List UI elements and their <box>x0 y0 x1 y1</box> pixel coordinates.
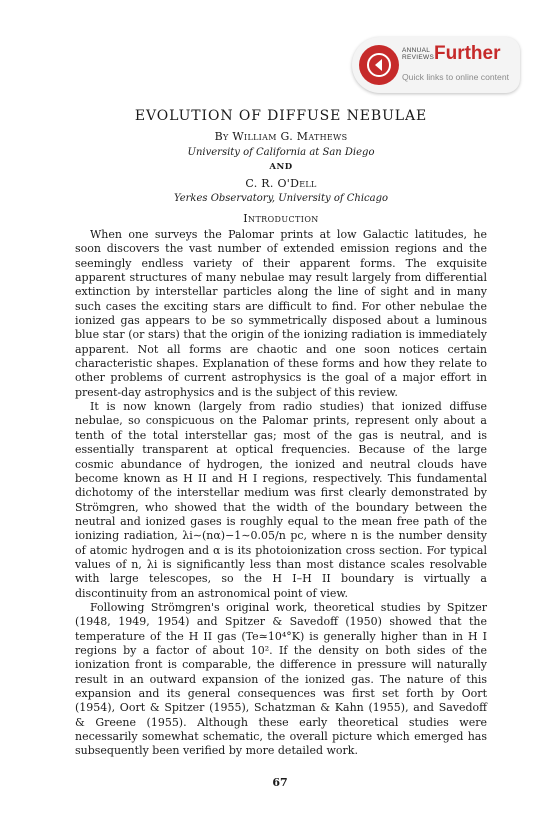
article-title: EVOLUTION OF DIFFUSE NEBULAE <box>134 108 428 124</box>
badge-further-label: Further <box>434 43 501 64</box>
paragraph-3: Following Strömgren's original work, theoretical studies by Spitzer (1948, 1949, 1954) and Spitzer & Savedoff (1950) showed that the temperature of the H II gas (Te≃10⁴°K) is generally higher than in H I regions by a factor of about 10². If the density on both sides of the ionization front is comparable, the difference in pressure will naturally result in an outward expansion of the ionized gas. The nature of this expansion and its general consequences was first set forth by Oort (1954), Oort & Spitzer (1955), Schatzman & Kahn (1955), and Savedoff & Greene (1955). Although these early theoretical studies were necessarily somewhat schematic, the overall picture which emerged has subsequently been verified by more detailed work. <box>75 600 487 758</box>
article-page <box>75 108 487 759</box>
play-icon <box>359 45 399 85</box>
annual-reviews-further-badge[interactable] <box>352 37 520 93</box>
badge-annual-reviews-label: ANNUAL REVIEWS <box>402 47 435 61</box>
affiliation-2: Yerkes Observatory, University of Chicago <box>173 193 389 204</box>
author-1: By William G. Mathews <box>214 130 348 143</box>
page-number: 67 <box>272 776 288 789</box>
paragraph-1: When one surveys the Palomar prints at low Galactic latitudes, he soon discovers the vast number of extended emission regions and the seemingly endless variety of their apparent forms. The exquisite apparent structures of many nebulae may result largely from differential extinction by interstellar particles along the line of sight and in many such cases the exciting stars are difficult to find. For other nebulae the ionized gas appears to be so symmetrically disposed about a luminous blue star (or stars) that the origin of the ionizing radiation is immediately apparent. Not all forms are chaotic and one soon notices certain characteristic shapes. Explanation of these forms and how they relate to other problems of current astrophysics is the goal of a major effort in present-day astrophysics and is the subject of this review. <box>75 228 487 399</box>
section-heading: Introduction <box>243 211 319 225</box>
paragraph-2: It is now known (largely from radio studies) that ionized diffuse nebulae, so conspicuous on the Palomar prints, represent only about a tenth of the total interstellar gas; most of the gas is neutral, and is essentially transparent at optical frequencies. Because of the large cosmic abundance of hydrogen, the ionized and neutral clouds have become known as H II and H I regions, respectively. This fundamental dichotomy of the interstellar medium was first clearly demonstrated by Strömgren, who showed that the width of the boundary between the neutral and ionized gases is roughly equal to the mean free path of the ionizing radiation, λi∼(nα)−1∼0.05/n pc, where n is the number density of atomic hydrogen and α is its photoionization cross section. For typical values of n, λi is significantly less than most distance scales resolvable with large telescopes, so the H I–H II boundary is virtually a discontinuity from an astronomical point of view. <box>75 400 487 600</box>
author-2: C. R. O'Dell <box>245 176 317 190</box>
badge-subtitle: Quick links to online content <box>402 72 510 82</box>
affiliation-1: University of California at San Diego <box>187 146 375 158</box>
and-separator: AND <box>269 162 293 172</box>
